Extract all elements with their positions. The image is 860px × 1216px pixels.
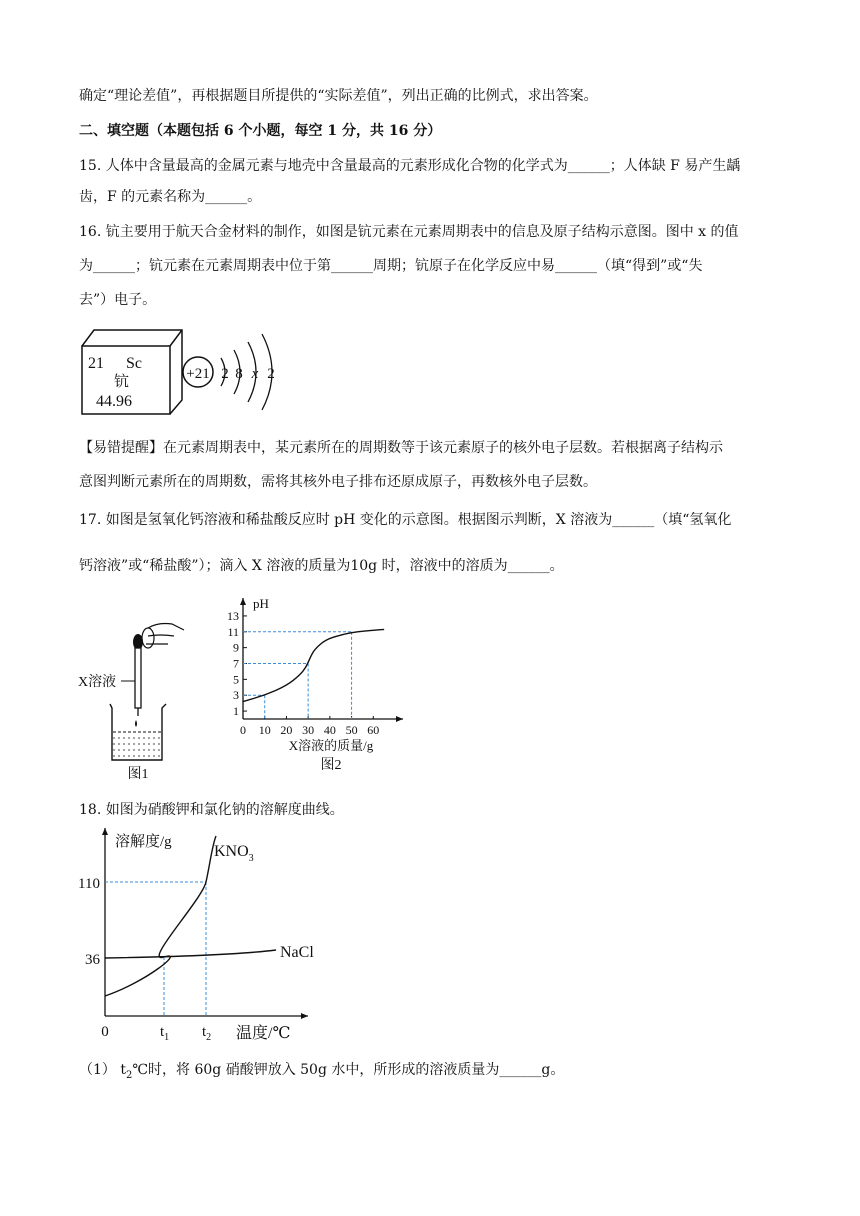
- figure-2-caption: 图2: [320, 758, 342, 773]
- q16-line-2: 为______；钪元素在元素周期表中位于第______周期；钪原子在化学反应中易______（填“得到”或“失: [79, 258, 703, 274]
- y-axis-label: 溶解度/g: [115, 834, 172, 850]
- y-tick-label: 5: [233, 672, 239, 687]
- x-tick-label: $t_2$: [202, 1024, 212, 1043]
- q18-sub-1: [79, 1060, 564, 1086]
- q15-line-1: 15. 人体中含量最高的金属元素与地壳中含量最高的元素形成化合物的化学式为______；人体缺 F 易产生龋: [79, 158, 741, 174]
- y-tick-label: 7: [233, 656, 239, 671]
- y-tick-label: 110: [78, 876, 100, 892]
- x-axis-arrow: [301, 1013, 308, 1019]
- x-tick-label: 50: [345, 723, 358, 737]
- y-tick-label: 11: [227, 624, 239, 639]
- origin-label: 0: [101, 1024, 109, 1040]
- tip-line-1: 【易错提醒】在元素周期表中，某元素所在的周期数等于该元素原子的核外电子层数。若根据离子结构示: [79, 440, 723, 456]
- x-tick-label: 20: [280, 723, 293, 737]
- q17-line-1: 17. 如图是氢氧化钙溶液和稀盐酸反应时 pH 变化的示意图。根据图示判断，X 溶液为______（填“氢氧化: [79, 512, 732, 528]
- section-heading: 二、填空题（本题包括 6 个小题，每空 1 分，共 16 分）: [79, 123, 442, 139]
- nucleus-charge: +21: [186, 366, 210, 382]
- element-cell: [82, 330, 182, 414]
- element-number: 21: [88, 355, 104, 372]
- ph-chart: [226, 592, 426, 784]
- y-axis-label: pH: [253, 596, 269, 611]
- element-mass: 44.96: [96, 393, 132, 410]
- y-tick-label: 1: [233, 704, 239, 719]
- shell-2-count: 8: [235, 366, 243, 382]
- scandium-figure: [78, 320, 298, 420]
- dropper-icon: [133, 634, 143, 716]
- x-tick-label: 60: [367, 723, 380, 737]
- tip-line-2: 意图判断元素所在的周期数，需将其核外电子排布还原成原子，再数核外电子层数。: [79, 474, 597, 490]
- figure-1-caption: 图1: [127, 767, 149, 782]
- q16-line-3: 去”）电子。: [79, 292, 157, 308]
- q18-sub-1-rest: ℃时，将 60g 硝酸钾放入 50g 水中，所形成的溶液质量为______g。: [132, 1062, 565, 1078]
- y-tick-label: 3: [233, 688, 239, 703]
- q18-line-1: 18. 如图为硝酸钾和氯化钠的溶解度曲线。: [79, 802, 344, 818]
- hand-icon: [142, 624, 184, 649]
- x-tick-label: 30: [302, 723, 315, 737]
- x-tick-label: $t_1$: [160, 1024, 170, 1043]
- q16-line-1: 16. 钪主要用于航天合金材料的制作，如图是钪元素在元素周期表中的信息及原子结构示意图。图中 x 的值: [79, 224, 739, 240]
- q18-sub-1-prefix: （1） t: [79, 1062, 126, 1078]
- kno3-label: $KNO_3$: [214, 843, 254, 864]
- titration-apparatus: [76, 600, 196, 785]
- ph-curve: [243, 629, 384, 701]
- x-tick-label: 40: [323, 723, 336, 737]
- x-tick-label: 0: [240, 723, 246, 737]
- atom-structure: [183, 334, 275, 410]
- nacl-curve: [105, 950, 276, 958]
- shell-1-count: 2: [221, 366, 229, 382]
- x-axis-label: X溶液的质量/g: [288, 738, 374, 753]
- q17-line-2: 钙溶液”或“稀盐酸”）；滴入 X 溶液的质量为10g 时，溶液中的溶质为______。: [79, 558, 564, 574]
- y-tick-label: 9: [233, 640, 239, 655]
- q18-sub-1-subscript: 2: [125, 1069, 133, 1081]
- element-symbol: Sc: [126, 355, 142, 372]
- x-axis-arrow: [396, 716, 403, 722]
- nacl-label: NaCl: [280, 944, 314, 961]
- kno3-curve: [105, 836, 216, 996]
- shell-4-count: 2: [267, 366, 275, 382]
- y-axis-arrow: [102, 828, 108, 835]
- y-tick-label: 36: [85, 952, 100, 968]
- y-axis-arrow: [240, 598, 246, 605]
- solubility-chart: [76, 822, 336, 1054]
- intro-line: 确定“理论差值”，再根据题目所提供的“实际差值”，列出正确的比例式，求出答案。: [79, 88, 598, 104]
- element-name: 钪: [114, 374, 130, 390]
- q15-line-2: 齿，F 的元素名称为______。: [79, 189, 262, 205]
- shell-3-count: x: [251, 366, 259, 382]
- x-axis-label: 温度/℃: [236, 1025, 291, 1042]
- y-tick-label: 13: [227, 608, 239, 623]
- dropper-label: X溶液: [78, 675, 117, 690]
- x-tick-label: 10: [258, 723, 271, 737]
